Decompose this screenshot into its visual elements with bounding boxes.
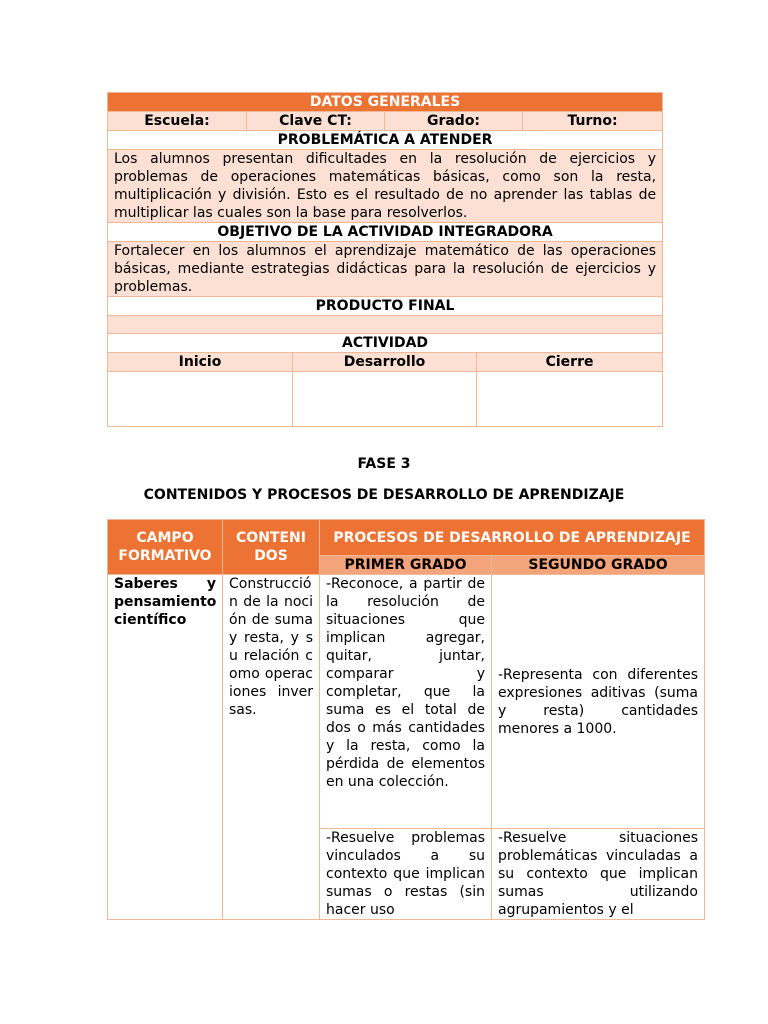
- contenidos-table: [107, 519, 705, 920]
- segundo-grado-cell-2: -Resuelve situaciones problemáticas vinculadas a su contexto que implican sumas utilizando agrupamientos y el: [492, 829, 705, 920]
- grado-label: Grado:: [385, 112, 523, 131]
- procesos-header: PROCESOS DE DESARROLLO DE APRENDIZAJE: [320, 520, 705, 556]
- desarrollo-header: Desarrollo: [293, 353, 477, 372]
- actividad-title: ACTIVIDAD: [108, 334, 663, 353]
- problematica-text: Los alumnos presentan dificultades en la resolución de ejercicios y problemas de operaciones matemáticas básicas, como son la resta, multiplicación y división. Esto es el resultado de no aprender las tablas de multiplicar las cuales son la base para resolverlos.: [108, 150, 663, 223]
- cierre-header: Cierre: [477, 353, 663, 372]
- objetivo-text: Fortalecer en los alumnos el aprendizaje matemático de las operaciones básicas, mediante estrategias didácticas para la resolución de ejercicios y problemas.: [108, 242, 663, 297]
- datos-generales-header: DATOS GENERALES: [108, 93, 663, 112]
- inicio-cell: [108, 372, 293, 427]
- desarrollo-cell: [293, 372, 477, 427]
- producto-value: [108, 316, 663, 334]
- primer-grado-cell-1: -Reconoce, a partir de la resolución de situaciones que implican agregar, quitar, juntar, comparar y completar, que la suma es el total de dos o más cantidades y la resta, como la pérdida de elementos en una colección.: [320, 575, 492, 829]
- segundo-grado-header: SEGUNDO GRADO: [492, 556, 705, 575]
- inicio-header: Inicio: [108, 353, 293, 372]
- contenidos-heading: CONTENIDOS Y PROCESOS DE DESARROLLO DE APRENDIZAJE: [143, 487, 625, 503]
- producto-title: PRODUCTO FINAL: [108, 297, 663, 316]
- escuela-label: Escuela:: [108, 112, 247, 131]
- datos-generales-table: [107, 92, 663, 427]
- contenidos-header: CONTENI DOS: [223, 520, 320, 575]
- objetivo-title: OBJETIVO DE LA ACTIVIDAD INTEGRADORA: [108, 223, 663, 242]
- cierre-cell: [477, 372, 663, 427]
- primer-grado-cell-2: -Resuelve problemas vinculados a su contexto que implican sumas o restas (sin hacer uso: [320, 829, 492, 920]
- campo-formativo-header: CAMPO FORMATIVO: [108, 520, 223, 575]
- segundo-grado-cell-1: -Representa con diferentes expresiones aditivas (suma y resta) cantidades menores a 1000.: [492, 575, 705, 829]
- primer-grado-header: PRIMER GRADO: [320, 556, 492, 575]
- turno-label: Turno:: [523, 112, 663, 131]
- contenido-cell: Construcción de la noción de suma y resta, y su relación como operaciones inversas.: [223, 575, 320, 920]
- problematica-title: PROBLEMÁTICA A ATENDER: [108, 131, 663, 150]
- clave-label: Clave CT:: [247, 112, 385, 131]
- fase-heading: FASE 3: [357, 456, 411, 472]
- campo-formativo-cell: Saberes y pensamiento científico: [108, 575, 223, 920]
